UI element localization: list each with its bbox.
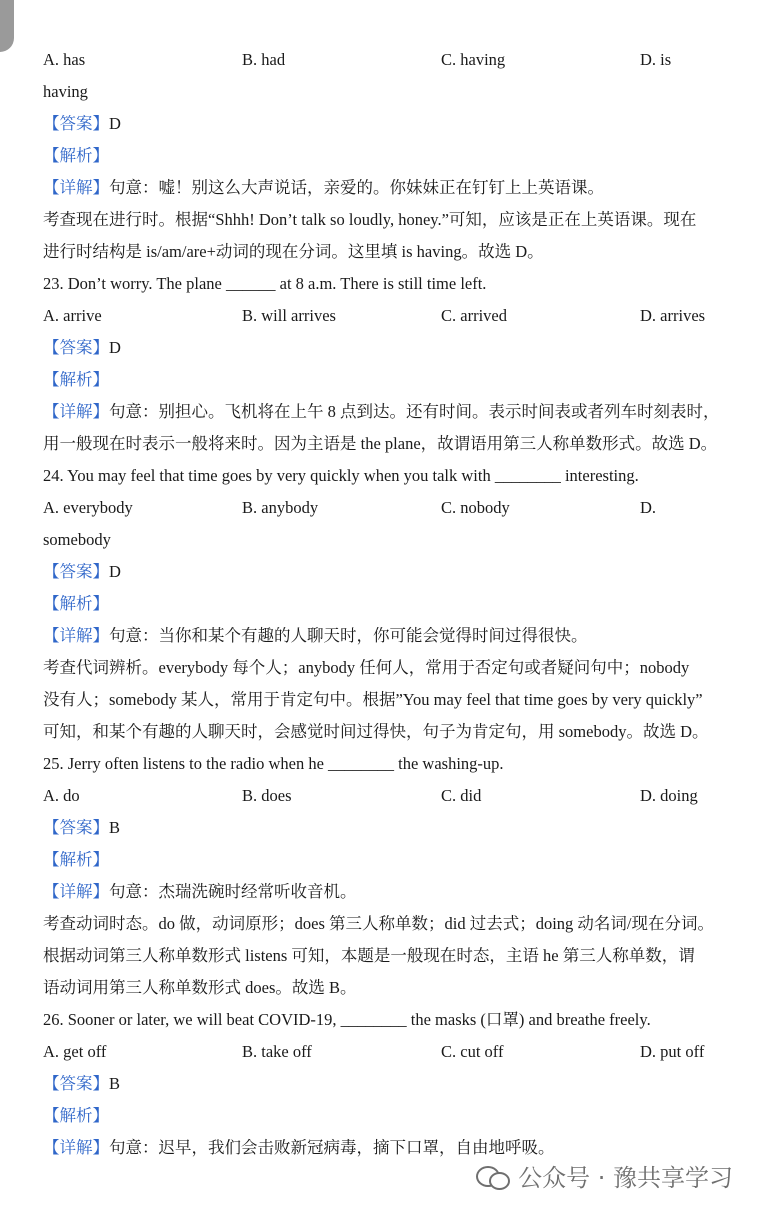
text-line: 进行时结构是 is/am/are+动词的现在分词。这里填 is having。故选 D。 — [43, 242, 544, 261]
answer-line — [43, 556, 728, 588]
option-item: D. put off — [640, 1042, 705, 1061]
answer-text: D — [109, 338, 121, 357]
watermark-text: 公众号 · 豫共享学习 — [518, 1164, 733, 1192]
answer-line — [43, 108, 728, 140]
text-line: 考查代词辨析。everybody 每个人；anybody 任何人，常用于否定句或者疑问句中；nobody — [43, 658, 690, 677]
option-item: C. arrived — [441, 306, 507, 325]
section-label: 【解析】 — [43, 850, 109, 869]
option-item: A. get off — [43, 1042, 107, 1061]
answer-line — [43, 1100, 728, 1132]
option-row — [43, 300, 728, 332]
corner-tab — [0, 0, 14, 52]
option-item: D. — [640, 498, 657, 517]
option-item: B. will arrives — [242, 306, 336, 325]
answer-text: D — [109, 114, 121, 133]
answer-text: B — [109, 818, 121, 837]
text-line: having — [43, 82, 88, 101]
option-item: C. did — [441, 786, 482, 805]
option-item: A. do — [43, 786, 80, 805]
text-line: 根据动词第三人称单数形式 listens 可知，本题是一般现在时态，主语 he 第三人称单数，谓 — [43, 946, 695, 965]
text-line: 24. You may feel that time goes by very quickly when you talk with ________ interesting. — [43, 466, 639, 485]
answer-line — [43, 812, 728, 844]
option-row — [43, 1036, 728, 1068]
answer-line — [43, 140, 728, 172]
text-line: 26. Sooner or later, we will beat COVID-19, ________ the masks (口罩) and breathe freely. — [43, 1010, 651, 1029]
option-row — [43, 44, 728, 76]
option-item: A. everybody — [43, 498, 133, 517]
option-item: D. arrives — [640, 306, 706, 325]
option-row — [43, 780, 728, 812]
option-item: B. take off — [242, 1042, 312, 1061]
section-label: 【答案】 — [43, 114, 109, 133]
answer-line — [43, 876, 728, 908]
text-line: 23. Don’t worry. The plane ______ at 8 a.m. There is still time left. — [43, 274, 487, 293]
section-label: 【解析】 — [43, 370, 109, 389]
section-label: 【答案】 — [43, 1074, 109, 1093]
section-label: 【详解】 — [43, 402, 109, 421]
section-label: 【详解】 — [43, 882, 109, 901]
document-page — [43, 44, 728, 1164]
section-label: 【详解】 — [43, 1138, 109, 1157]
section-label: 【解析】 — [43, 594, 109, 613]
option-item: C. having — [441, 50, 506, 69]
answer-line — [43, 172, 728, 204]
answer-text: 句意：杰瑞洗碗时经常听收音机。 — [109, 882, 357, 901]
section-label: 【答案】 — [43, 338, 109, 357]
option-item: D. doing — [640, 786, 698, 805]
section-label: 【解析】 — [43, 1106, 109, 1125]
answer-text: 句意：迟早，我们会击败新冠病毒，摘下口罩，自由地呼吸。 — [109, 1138, 555, 1157]
text-line: 考查动词时态。do 做，动词原形；does 第三人称单数；did 过去式；doing 动名词/现在分词。 — [43, 914, 714, 933]
text-line: 可知，和某个有趣的人聊天时，会感觉时间过得快，句子为肯定句，用 somebody。故选 D。 — [43, 722, 709, 741]
option-item: B. does — [242, 786, 292, 805]
text-line: 考查现在进行时。根据“Shhh! Don’t talk so loudly, honey.”可知，应该是正在上英语课。现在 — [43, 210, 697, 229]
section-label: 【答案】 — [43, 562, 109, 581]
answer-line — [43, 332, 728, 364]
text-line: 没有人；somebody 某人，常用于肯定句中。根据”You may feel that time goes by very quickly” — [43, 690, 703, 709]
answer-text: B — [109, 1074, 121, 1093]
option-item: A. has — [43, 50, 86, 69]
text-line: somebody — [43, 530, 111, 549]
answer-text: 句意：别担心。飞机将在上午 8 点到达。还有时间。表示时间表或者列车时刻表时， — [109, 402, 720, 421]
text-line: 25. Jerry often listens to the radio when he ________ the washing-up. — [43, 754, 504, 773]
section-label: 【详解】 — [43, 178, 109, 197]
wechat-icon — [476, 1162, 510, 1190]
option-row — [43, 492, 728, 524]
answer-text: 句意：嘘！别这么大声说话，亲爱的。你妹妹正在钉钉上上英语课。 — [109, 178, 604, 197]
option-item: B. had — [242, 50, 286, 69]
answer-line — [43, 1068, 728, 1100]
text-line: 用一般现在时表示一般将来时。因为主语是 the plane，故谓语用第三人称单数形式。故选 D。 — [43, 434, 718, 453]
section-label: 【详解】 — [43, 626, 109, 645]
answer-text: D — [109, 562, 121, 581]
option-item: A. arrive — [43, 306, 102, 325]
answer-line — [43, 396, 728, 428]
answer-line — [43, 844, 728, 876]
section-label: 【答案】 — [43, 818, 109, 837]
answer-line — [43, 364, 728, 396]
section-label: 【解析】 — [43, 146, 109, 165]
answer-line — [43, 588, 728, 620]
answer-line — [43, 620, 728, 652]
option-item: D. is — [640, 50, 672, 69]
answer-text: 句意：当你和某个有趣的人聊天时，你可能会觉得时间过得很快。 — [109, 626, 588, 645]
option-item: C. cut off — [441, 1042, 504, 1061]
text-line: 语动词用第三人称单数形式 does。故选 B。 — [43, 978, 357, 997]
watermark — [476, 1158, 733, 1193]
option-item: C. nobody — [441, 498, 510, 517]
option-item: B. anybody — [242, 498, 319, 517]
